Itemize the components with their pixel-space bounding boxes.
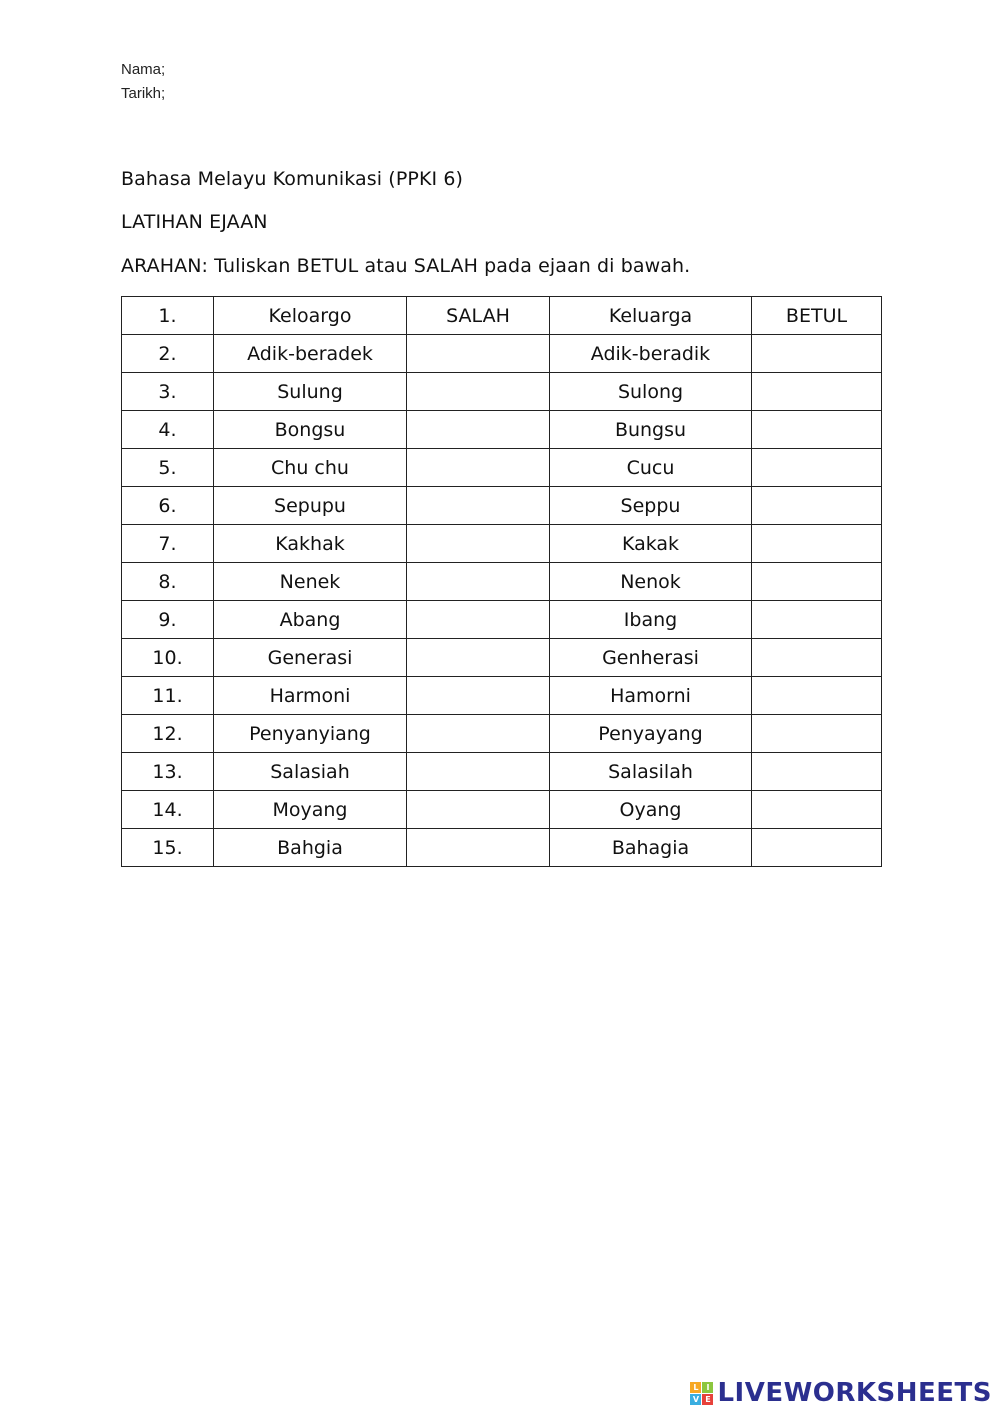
word-option-2: Hamorni	[550, 677, 752, 715]
answer-cell-1[interactable]	[407, 677, 550, 715]
row-number: 3.	[122, 373, 214, 411]
table-row	[122, 791, 882, 829]
table-row	[122, 829, 882, 867]
answer-cell-2[interactable]	[752, 639, 882, 677]
word-option-1: Salasiah	[214, 753, 407, 791]
logo-tile: L	[690, 1382, 701, 1393]
row-number: 14.	[122, 791, 214, 829]
answer-cell-1[interactable]	[407, 829, 550, 867]
answer-cell-2[interactable]	[752, 411, 882, 449]
answer-cell-2[interactable]	[752, 487, 882, 525]
word-option-2: Cucu	[550, 449, 752, 487]
word-option-1: Nenek	[214, 563, 407, 601]
answer-cell-2[interactable]	[752, 373, 882, 411]
word-option-2: Salasilah	[550, 753, 752, 791]
table-row	[122, 677, 882, 715]
answer-cell-1[interactable]	[407, 563, 550, 601]
table-row	[122, 373, 882, 411]
logo-tile: I	[702, 1382, 713, 1393]
answer-cell-1[interactable]	[407, 411, 550, 449]
row-number: 7.	[122, 525, 214, 563]
answer-cell-1[interactable]	[407, 715, 550, 753]
answer-cell-2[interactable]	[752, 525, 882, 563]
word-option-2: Penyayang	[550, 715, 752, 753]
table-row	[122, 715, 882, 753]
row-number: 2.	[122, 335, 214, 373]
word-option-1: Keloargo	[214, 297, 407, 335]
row-number: 8.	[122, 563, 214, 601]
row-number: 1.	[122, 297, 214, 335]
word-option-1: Abang	[214, 601, 407, 639]
word-option-2: Ibang	[550, 601, 752, 639]
row-number: 11.	[122, 677, 214, 715]
word-option-1: Sepupu	[214, 487, 407, 525]
word-option-2: Sulong	[550, 373, 752, 411]
answer-cell-1[interactable]	[407, 335, 550, 373]
table-row	[122, 601, 882, 639]
exercise-title: LATIHAN EJAAN	[121, 211, 268, 233]
logo-tile: V	[690, 1394, 701, 1405]
answer-cell-2[interactable]	[752, 791, 882, 829]
word-option-2: Nenok	[550, 563, 752, 601]
spelling-table-body	[122, 297, 882, 867]
answer-cell-2[interactable]	[752, 677, 882, 715]
answer-cell-1[interactable]	[407, 487, 550, 525]
word-option-2: Adik-beradik	[550, 335, 752, 373]
word-option-2: Bahagia	[550, 829, 752, 867]
word-option-2: Genherasi	[550, 639, 752, 677]
logo-tile: E	[702, 1394, 713, 1405]
word-option-1: Adik-beradek	[214, 335, 407, 373]
row-number: 4.	[122, 411, 214, 449]
table-row	[122, 753, 882, 791]
table-row	[122, 525, 882, 563]
row-number: 15.	[122, 829, 214, 867]
answer-cell-2[interactable]	[752, 563, 882, 601]
word-option-1: Bahgia	[214, 829, 407, 867]
answer-cell-2[interactable]	[752, 601, 882, 639]
word-option-1: Moyang	[214, 791, 407, 829]
table-row	[122, 297, 882, 335]
table-row	[122, 449, 882, 487]
word-option-1: Penyanyiang	[214, 715, 407, 753]
word-option-2: Keluarga	[550, 297, 752, 335]
answer-cell-2[interactable]	[752, 449, 882, 487]
table-row	[122, 411, 882, 449]
subject-line: Bahasa Melayu Komunikasi (PPKI 6)	[121, 168, 464, 190]
row-number: 9.	[122, 601, 214, 639]
answer-cell-1[interactable]	[407, 639, 550, 677]
word-option-2: Oyang	[550, 791, 752, 829]
row-number: 5.	[122, 449, 214, 487]
spelling-table	[121, 296, 882, 867]
brand-text: LIVEWORKSHEETS	[717, 1378, 992, 1408]
answer-cell-1[interactable]	[407, 373, 550, 411]
row-number: 10.	[122, 639, 214, 677]
word-option-1: Chu chu	[214, 449, 407, 487]
row-number: 6.	[122, 487, 214, 525]
answer-cell-1[interactable]: SALAH	[407, 297, 550, 335]
table-row	[122, 335, 882, 373]
table-row	[122, 487, 882, 525]
name-label: Nama;	[121, 61, 166, 78]
table-row	[122, 563, 882, 601]
word-option-1: Bongsu	[214, 411, 407, 449]
instruction-line: ARAHAN: Tuliskan BETUL atau SALAH pada ejaan di bawah.	[121, 255, 691, 277]
table-row	[122, 639, 882, 677]
answer-cell-1[interactable]	[407, 449, 550, 487]
answer-cell-2[interactable]	[752, 753, 882, 791]
row-number: 12.	[122, 715, 214, 753]
word-option-2: Kakak	[550, 525, 752, 563]
answer-cell-1[interactable]	[407, 753, 550, 791]
word-option-1: Sulung	[214, 373, 407, 411]
answer-cell-2[interactable]	[752, 829, 882, 867]
word-option-2: Seppu	[550, 487, 752, 525]
answer-cell-1[interactable]	[407, 525, 550, 563]
answer-cell-1[interactable]	[407, 791, 550, 829]
word-option-1: Kakhak	[214, 525, 407, 563]
word-option-1: Harmoni	[214, 677, 407, 715]
liveworksheets-branding	[690, 1378, 992, 1408]
answer-cell-2[interactable]	[752, 715, 882, 753]
date-label: Tarikh;	[121, 85, 166, 102]
answer-cell-2[interactable]	[752, 335, 882, 373]
answer-cell-2[interactable]: BETUL	[752, 297, 882, 335]
answer-cell-1[interactable]	[407, 601, 550, 639]
word-option-2: Bungsu	[550, 411, 752, 449]
liveworksheets-logo-icon	[690, 1382, 713, 1405]
word-option-1: Generasi	[214, 639, 407, 677]
row-number: 13.	[122, 753, 214, 791]
